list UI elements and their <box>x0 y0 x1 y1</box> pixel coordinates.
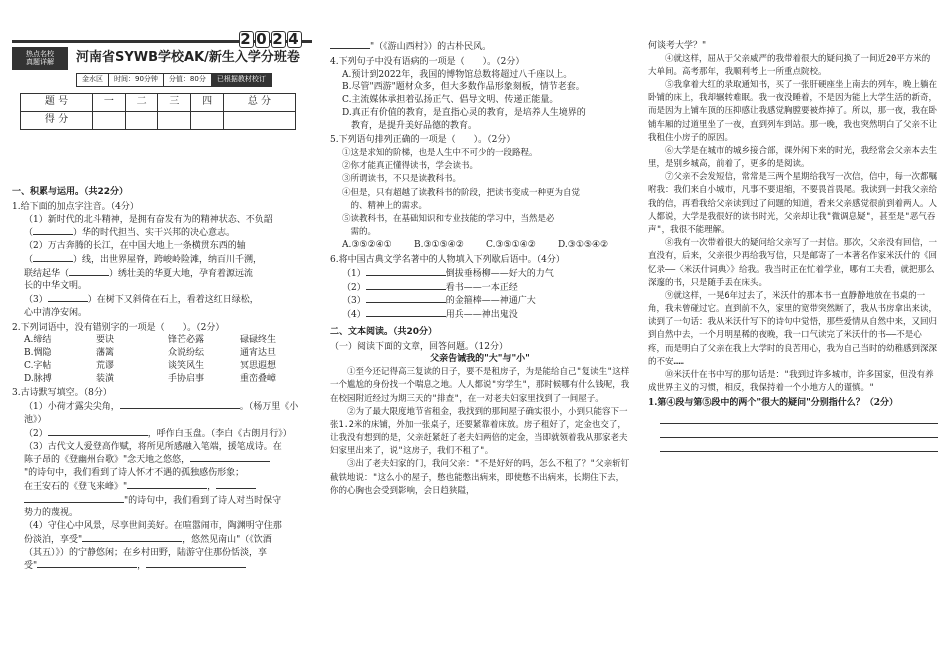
year-digit: 0 <box>256 30 269 48</box>
option-item[interactable]: C.主流媒体承担着弘扬正气、倡导文明、传递正能量。 <box>342 95 559 106</box>
score-header: 总 分 <box>223 94 295 112</box>
idiom-text: 的金箍棒——神通广大 <box>445 296 536 307</box>
answer-blank[interactable] <box>146 559 246 568</box>
middle-column <box>330 0 630 672</box>
score-header: 四 <box>191 94 224 112</box>
item-number: （1） <box>342 268 366 279</box>
q3-text: （4）守住心中风景，尽享世间美好。在喧嚣闹市，陶渊明守住那 <box>24 521 282 532</box>
score-table <box>20 93 296 130</box>
answer-blank[interactable] <box>366 281 446 290</box>
item-number: （4） <box>342 310 366 321</box>
q1-text: （1）新时代的北斗精神，是拥有奋发有为的精神状态、不负韶 <box>24 214 273 225</box>
score-cell[interactable] <box>223 112 295 130</box>
idiom-text: 看书——一本正经 <box>445 282 518 293</box>
item-number: （3） <box>342 296 366 307</box>
q3-text: 势力的蔑视。 <box>24 508 79 519</box>
option-word: 重峦叠嶂 <box>240 373 277 384</box>
option-word: A.缔结 <box>24 335 52 346</box>
question-2: 2.下列词语中，没有错别字的一项是（ ）。（2分） <box>12 322 225 333</box>
option-word: 手协启事 <box>168 373 205 384</box>
sentence-item: ①这是求知的阶梯，也是人生中不可少的一段路程。 <box>342 148 538 159</box>
option-item[interactable]: B.尽管"西游"题材众多，但大多数作品形象刻板，情节老套。 <box>342 82 585 93</box>
option-word: 要诀 <box>96 335 115 346</box>
answer-blank[interactable] <box>48 427 148 436</box>
score-header: 二 <box>125 94 158 112</box>
essay-paragraph: ⑤我拿着大红的录取通知书，买了一张肝硬座坐上南去的列车，晚上躺在卧铺的床上，我却辗转难眠。我一夜没睡着，不是因为能上大学生活的新奇，而是因为上铺车顶的压抑感让我感觉胸膛要被炸掉了。所以，那一夜，我在卧铺车厢的过道里坐了一夜，直到列车到站。那一晚，我也突然明白了父亲不让我租住小房子的原因。 <box>648 80 938 143</box>
sentence-item: ②你才能真正懂得读书，学会读书。 <box>342 161 479 172</box>
section-1-title: 一、积累与运用。（共22分） <box>12 187 129 197</box>
question-6: 6.将中国古典文学名著中的人物填入下列歇后语中。（4分） <box>330 255 565 266</box>
sentence-item: 的、精神上的需求。 <box>342 200 428 211</box>
essay-paragraph: ⑦父亲不会发短信，常常是三两个星期给我写一次信，信中，每一次都嘱咐我：我们来自小城市，凡事不要退缩，不要畏首畏尾。我读到一封我父亲给我的信，再看我给父亲读到过了问题的知道，看来父亲感觉很前到着两人。人人都说，大学是我很好的读书时光，父亲却让我"微调息疑"，甚至是"恶气吞声"，我很不能理解。 <box>648 172 938 235</box>
essay-continued: 何谈考大学？" <box>648 41 707 51</box>
score-cell[interactable] <box>93 112 126 130</box>
answer-blank[interactable] <box>366 294 446 303</box>
answer-blank[interactable] <box>366 308 446 317</box>
option-word: 碌碌终生 <box>240 335 277 346</box>
q3-text: 在王安石的《登飞来峰》" ， <box>12 480 312 494</box>
answer-blank[interactable] <box>33 226 73 235</box>
score-header: 题 号 <box>21 94 93 112</box>
right-column <box>648 0 938 672</box>
year-digit: 4 <box>288 30 301 48</box>
time-label: 时间：90分钟 <box>109 74 164 86</box>
q1-text: （ ）华的时代担当、实干兴邦的决心意志。 <box>24 228 236 239</box>
hotspot-badge: 热点名校 真题详解 <box>12 47 68 70</box>
sentence-item: ③所谓读书，不只是读教科书。 <box>342 174 462 185</box>
answer-blank[interactable] <box>48 293 88 302</box>
q5-items <box>330 147 630 239</box>
item-number: （2） <box>342 282 366 293</box>
answer-blank[interactable] <box>37 559 137 568</box>
question-4: 4.下列句子中没有语病的一项是（ ）。（2分） <box>330 56 525 67</box>
option-word: B.惆隐 <box>24 348 52 359</box>
option-word: 锋芒必露 <box>168 335 205 346</box>
score-cell[interactable] <box>158 112 191 130</box>
answer-blank[interactable] <box>69 267 109 276</box>
q1-text: 长的中华文明。 <box>24 281 88 292</box>
option-item[interactable]: C.③⑤①④② <box>486 240 536 251</box>
option-word: 冥思遐想 <box>240 360 277 371</box>
answer-blank[interactable] <box>216 480 256 489</box>
question-5: 5.下列语句排列正确的一项是（ ）。（2分） <box>330 135 516 146</box>
essay-title: 父亲告诫我的"大"与"小" <box>430 354 530 365</box>
year-digit: 2 <box>240 30 253 48</box>
score-label: 分值：80分 <box>164 74 212 86</box>
idiom-item <box>342 281 630 295</box>
option-word: 通宵达旦 <box>240 348 277 359</box>
essay-paragraph: ①至今还记得高三复读的日子，要不是租房子，为是能给自己"复读生"这样一个尴尬的身份找一个喘息之地。人人都说"穷学生"，那时候哪有什么钱呢，我在校园附近经过为期三天的"排查"，在一对老夫妇家里找到了一间屋子。 <box>330 367 630 404</box>
q5-options <box>330 239 630 252</box>
question-1: 1.给下面的加点字注音。（4分） <box>12 201 139 212</box>
exam-info <box>76 73 272 87</box>
q1-text: （ ）线，出世界屋脊，跨峻岭险滩，纳百川千溯， <box>24 254 263 265</box>
option-word: C.字帖 <box>24 360 52 371</box>
option-item[interactable]: D.真正有价值的教育，是直指心灵的教育，是培养人生境界的 <box>342 107 586 118</box>
q3-text: （2） ，呼作白玉盘。（李白《古朗月行》） <box>24 428 292 439</box>
district-label: 金水区 <box>77 74 109 86</box>
section-2-title: 二、文本阅读。（共20分） <box>330 326 438 337</box>
answer-blank[interactable] <box>366 267 446 276</box>
answer-blank[interactable] <box>82 533 182 542</box>
q3-text: 份淡泊，享受" ，悠然见南山"（《饮酒 <box>24 534 272 545</box>
reading-1-title: （一）阅读下面的文章，回答问题。（12分） <box>330 341 508 352</box>
q3-text: "的诗句中，我们看到了诗人对当时保守 <box>12 494 312 508</box>
idiom-item <box>342 267 630 281</box>
option-word: 谈笑风生 <box>168 360 205 371</box>
idiom-item <box>342 308 630 322</box>
revised-label: 已根据教材校订 <box>212 74 271 86</box>
option-item[interactable]: A.③⑤②④① <box>342 240 392 251</box>
essay-paragraph: ③出了老夫妇家的门，我问父亲："不是好好的吗，怎么不租了？"父亲斩钉截铁地说："这么小的屋子，憋也能憋出病来，即使憋不出病来，长期住下去，你的心胸也会受到影响，会日趋狭隘， <box>330 459 630 496</box>
option-word: 藩篱 <box>96 348 115 359</box>
sentence-item: 需的。 <box>342 227 377 238</box>
option-word: D.脉搏 <box>24 373 52 384</box>
answer-blank[interactable] <box>33 253 73 262</box>
q3-text: "的诗句中，我们看到了诗人怀才不遇的孤独感伤形象； <box>24 468 245 479</box>
option-item[interactable]: D.③①⑤④② <box>558 240 609 251</box>
option-word: 装潢 <box>96 373 115 384</box>
option-row[interactable] <box>12 373 312 386</box>
option-item[interactable]: 教育，是提升美好品德的教育。 <box>342 120 478 131</box>
reading-question-1: 1.第④段与第⑤段中的两个"很大的疑问"分别指什么？（2分） <box>648 398 899 409</box>
option-row[interactable] <box>12 334 312 347</box>
essay-paragraph: ④就这样，屈从于父亲威严的我带着很大的疑问换了一间近20平方米的大单间。高考那年，我顺利考上一所重点院校。 <box>648 53 931 77</box>
q2-options <box>12 334 312 385</box>
q1-text: （2）万古奔腾的长江，在中国大地上一条横贯东西的轴 <box>24 241 246 252</box>
idiom-text: 倒拔垂杨柳——好大的力气 <box>445 268 554 279</box>
score-header: 一 <box>93 94 126 112</box>
exam-header <box>12 30 312 128</box>
year-digit: 2 <box>272 30 285 48</box>
option-item[interactable]: A.预计到2022年，我国的博物馆总数将超过八千座以上。 <box>342 69 573 80</box>
answer-blank[interactable] <box>190 453 270 462</box>
q4-options <box>330 69 630 133</box>
q1-text: （3） ）在树下又斜倚在石上，看着这红日绿松， <box>24 295 259 306</box>
q1-text: 联结起华（ ）绣壮美的华夏大地，孕育着源远流 <box>24 268 254 279</box>
question-3: 3.古诗默写填空。（8分） <box>12 388 112 399</box>
option-word: 荒谬 <box>96 360 115 371</box>
essay-paragraph: ⑧我有一次带着很大的疑问给父亲写了一封信。那次，父亲没有回信，一直没有，后来，父亲很少再给我写信，只是邮寄了一本著名作家米沃什的《回忆录——〈米沃什词典〉》给我。我当时正在忙着学业，哪有工夫看，就把那么深邃的书，只是随手丢在床头。 <box>648 238 938 288</box>
score-header: 三 <box>158 94 191 112</box>
answer-line[interactable] <box>660 424 938 438</box>
q3-text: （3）古代文人爱登高作赋，将所见所感融入笔端，援笔成诗。在 <box>24 441 282 452</box>
q3-text: 受" ， <box>12 559 312 573</box>
q3-continued: "（《游山西村》）的古朴民风。 <box>330 40 630 54</box>
score-row-label: 得 分 <box>21 112 93 130</box>
essay-body <box>330 366 630 498</box>
answer-line[interactable] <box>660 438 938 452</box>
essay-paragraph: ⑨就这样，一晃6年过去了，米沃什的那本书一直静静地放在书桌的一角，我未曾碰过它。直到前不久，家里的宽带突然断了，我从书房拿出来读，读到了一句话：我从米沃什写下的诗句中觉悟，那些爱情从自然中来，又回归到自然中去，一个月明星稀的夜晚，我一口气读完了米沃什的书——不是心疼，而是明白了父亲在我上大学时的良苦用心，我为自己当时的幼稚感到深深的不安…… <box>648 290 938 367</box>
answer-line[interactable] <box>660 410 938 424</box>
year-label <box>238 29 302 50</box>
idiom-item <box>342 294 630 308</box>
q1-text: 心中清净安闲。 <box>24 307 88 318</box>
essay-paragraph: ⑥大学是在城市的城乡接合部，课外闲下来的时光，我经常会父亲本去生里，是别乡城高，前着了，更多的是阅读。 <box>648 145 938 170</box>
left-column <box>12 0 312 672</box>
q3-text: （1）小荷才露尖尖角， 。（杨万里《小池》） <box>24 402 299 426</box>
q3-text: （其五）》）的宁静悠闲；在乡村田野，陆游守住那份恬淡，享 <box>24 547 268 558</box>
option-word: 众说纷纭 <box>168 348 205 359</box>
answer-blank[interactable] <box>120 400 240 409</box>
q6-items <box>330 267 630 322</box>
score-cell[interactable] <box>125 112 158 130</box>
sentence-item: ④但是，只有超越了读教科书的阶段，把读书变成一种更为自觉 <box>342 187 581 198</box>
option-item[interactable]: B.③①⑤④② <box>414 240 464 251</box>
option-row[interactable] <box>12 347 312 360</box>
answer-blank[interactable] <box>24 494 124 503</box>
essay-body <box>648 53 938 395</box>
essay-paragraph: ②为了最大限度地节省租金，我找到的那间屋子确实很小，小到只能容下一张1.2米的床铺，外加一张桌子，还要紧靠着床放。房子租好了，定金也交了，让我没有想到的是，父亲赶紧赶了老夫妇两倍的定金，当即就领着我从那家老夫妇家里出来了，说"这房子，我们不租了"。 <box>330 406 628 457</box>
idiom-text: 用兵——神出鬼没 <box>445 310 518 321</box>
score-cell[interactable] <box>191 112 224 130</box>
exam-title: 河南省SYWB学校AK/新生入学分班卷 <box>76 50 300 65</box>
option-row[interactable] <box>12 360 312 373</box>
essay-paragraph: ⑩米沃什在书中写的那句话是："我到过许多城市，许多国家，但没有养成世界主义的习惯，相反，我保持着一个小地方人的谨慎。" <box>648 369 934 394</box>
sentence-item: ⑤读教科书，在基础知识和专业技能的学习中，当然是必 <box>342 213 555 224</box>
answer-blank[interactable] <box>127 480 207 489</box>
answer-blank[interactable] <box>330 40 370 49</box>
q3-text: 陈子昂的《登幽州台歌》"念天地之悠悠， <box>12 453 312 467</box>
